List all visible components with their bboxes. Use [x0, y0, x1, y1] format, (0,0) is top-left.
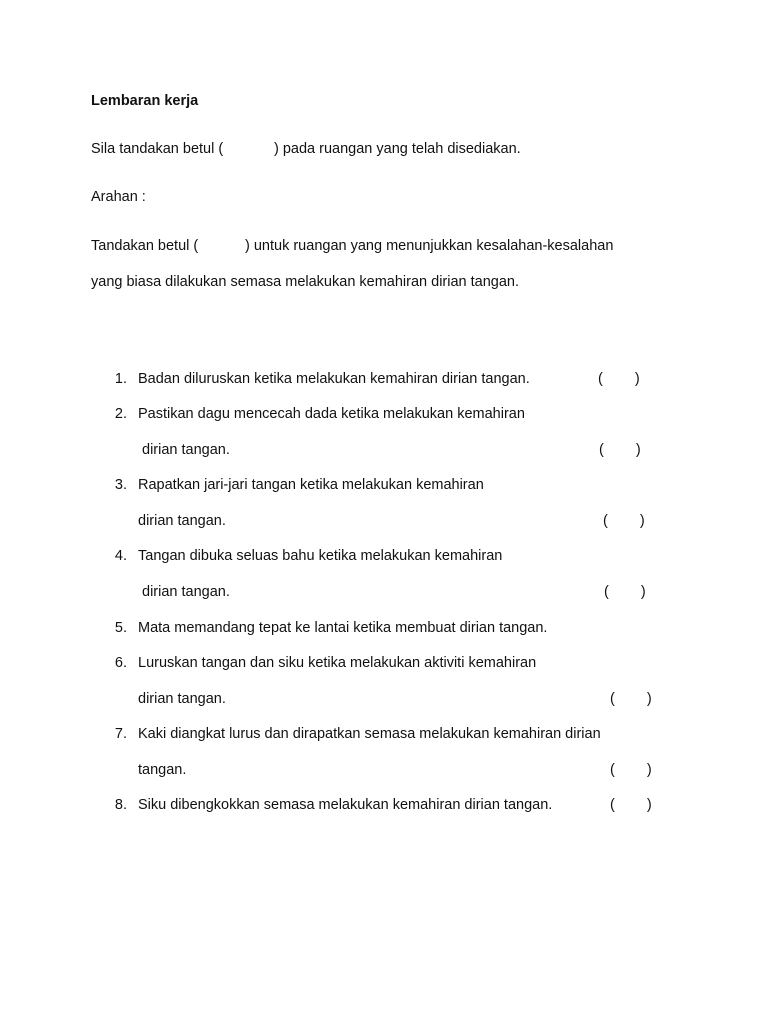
- answer-box-close: ): [640, 584, 646, 600]
- answer-box-open: (: [603, 513, 608, 529]
- item-number: 2.: [114, 406, 127, 422]
- answer-box[interactable]: [610, 690, 652, 708]
- answer-box-close: ): [646, 762, 652, 778]
- answer-box-open: (: [610, 797, 615, 813]
- item-number: 8.: [114, 797, 127, 813]
- item-number: 5.: [114, 620, 127, 636]
- direction-text-line2: yang biasa dilakukan semasa melakukan kemahiran dirian tangan.: [91, 274, 520, 290]
- answer-box[interactable]: [610, 761, 652, 779]
- answer-box[interactable]: [599, 441, 641, 459]
- answer-box-open: (: [610, 691, 615, 707]
- answer-box[interactable]: [610, 796, 652, 814]
- item-text-continued: tangan.: [138, 762, 187, 778]
- item-text: Badan diluruskan ketika melakukan kemahiran dirian tangan.: [138, 371, 530, 387]
- instruction-text-start: Sila tandakan betul (: [91, 141, 224, 157]
- direction-text-end: ) untuk ruangan yang menunjukkan kesalahan-kesalahan: [245, 238, 614, 254]
- item-text-continued: dirian tangan.: [142, 442, 230, 458]
- item-number: 6.: [114, 655, 127, 671]
- answer-box-close: ): [646, 797, 652, 813]
- item-text: Pastikan dagu mencecah dada ketika melakukan kemahiran: [138, 406, 525, 422]
- answer-box[interactable]: [598, 370, 640, 388]
- item-text-continued: dirian tangan.: [138, 513, 226, 529]
- answer-box-open: (: [610, 762, 615, 778]
- answer-box-close: ): [639, 513, 645, 529]
- item-text: Kaki diangkat lurus dan dirapatkan semasa melakukan kemahiran dirian: [138, 726, 601, 742]
- answer-box-close: ): [635, 442, 641, 458]
- answer-box-open: (: [599, 442, 604, 458]
- item-text: Luruskan tangan dan siku ketika melakukan aktiviti kemahiran: [138, 655, 537, 671]
- item-number: 3.: [114, 477, 127, 493]
- arahan-label: Arahan :: [91, 189, 146, 205]
- answer-box-close: ): [634, 371, 640, 387]
- instruction-text-end: ) pada ruangan yang telah disediakan.: [274, 141, 521, 157]
- answer-box[interactable]: [604, 583, 646, 601]
- answer-box-close: ): [646, 691, 652, 707]
- direction-text-start: Tandakan betul (: [91, 238, 199, 254]
- item-text: Tangan dibuka seluas bahu ketika melakukan kemahiran: [138, 548, 503, 564]
- answer-box[interactable]: [603, 512, 645, 530]
- page-title: Lembaran kerja: [91, 93, 199, 109]
- item-text: Siku dibengkokkan semasa melakukan kemahiran dirian tangan.: [138, 797, 553, 813]
- item-number: 4.: [114, 548, 127, 564]
- item-number: 7.: [114, 726, 127, 742]
- answer-box-open: (: [604, 584, 609, 600]
- item-text: Rapatkan jari-jari tangan ketika melakukan kemahiran: [138, 477, 484, 493]
- item-text-continued: dirian tangan.: [138, 691, 226, 707]
- item-number: 1.: [114, 371, 127, 387]
- item-text-continued: dirian tangan.: [142, 584, 230, 600]
- item-text: Mata memandang tepat ke lantai ketika membuat dirian tangan.: [138, 620, 548, 636]
- answer-box-open: (: [598, 371, 603, 387]
